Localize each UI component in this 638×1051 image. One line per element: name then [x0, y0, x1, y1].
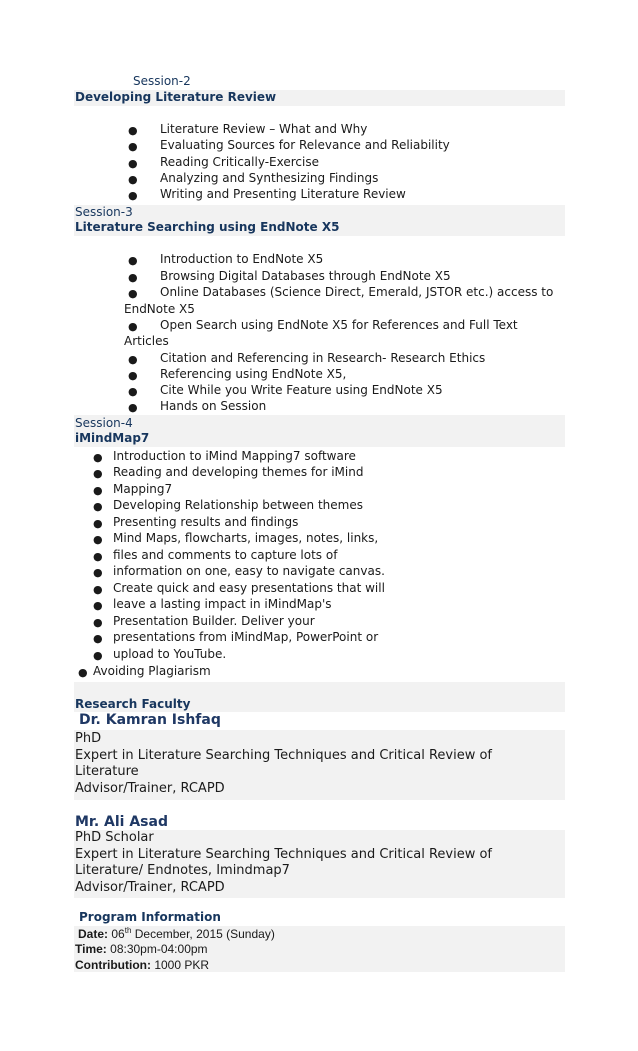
member2-degree: PhD Scholar	[75, 830, 154, 845]
date-day: 06	[111, 927, 125, 941]
bullet-icon: ●	[128, 401, 138, 414]
bullet-icon: ●	[128, 189, 138, 202]
list-item: Citation and Referencing in Research- Research Ethics	[160, 351, 486, 365]
session2-title: Developing Literature Review	[75, 90, 277, 104]
session2-label: Session-2	[133, 74, 191, 88]
list-item: Browsing Digital Databases through EndNote X5	[160, 269, 451, 283]
session3-label: Session-3	[75, 205, 133, 219]
bullet-icon: ●	[93, 616, 103, 629]
bullet-icon: ●	[93, 451, 103, 464]
list-item: presentations from iMindMap, PowerPoint or	[113, 630, 379, 644]
member1-expertise-line1: Expert in Literature Searching Techniques and Critical Review of	[75, 748, 492, 763]
bullet-icon: ●	[128, 173, 138, 186]
list-item-continuation: Articles	[124, 334, 169, 348]
date-rest: December, 2015 (Sunday)	[134, 927, 275, 941]
program-heading: Program Information	[79, 910, 221, 924]
time-value: 08:30pm-04:00pm	[110, 942, 208, 956]
session4-title: iMindMap7	[75, 431, 150, 445]
bullet-icon: ●	[128, 369, 138, 382]
list-item: Mapping7	[113, 482, 173, 496]
member2-name: Mr. Ali Asad	[75, 814, 168, 830]
program-time	[75, 942, 208, 956]
member2-expertise-line2: Literature/ Endnotes, Imindmap7	[75, 863, 290, 878]
list-item: Avoiding Plagiarism	[93, 664, 211, 678]
list-item: Presentation Builder. Deliver your	[113, 614, 315, 628]
bullet-icon: ●	[93, 550, 103, 563]
member1-role: Advisor/Trainer, RCAPD	[75, 781, 225, 796]
list-item: Presenting results and findings	[113, 515, 299, 529]
bullet-icon: ●	[93, 649, 103, 662]
member2-expertise-line1: Expert in Literature Searching Techniques and Critical Review of	[75, 847, 492, 862]
bullet-icon: ●	[93, 632, 103, 645]
list-item: Literature Review – What and Why	[160, 122, 368, 136]
bullet-icon: ●	[128, 271, 138, 284]
session3-title: Literature Searching using EndNote X5	[75, 220, 340, 234]
bullet-icon: ●	[93, 484, 103, 497]
list-item: Hands on Session	[160, 399, 267, 413]
member1-expertise-line2: Literature	[75, 764, 139, 779]
list-item: Analyzing and Synthesizing Findings	[160, 171, 379, 185]
bullet-icon: ●	[128, 254, 138, 267]
bullet-icon: ●	[78, 666, 88, 679]
list-item: leave a lasting impact in iMindMap's	[113, 597, 332, 611]
bullet-icon: ●	[128, 124, 138, 137]
bullet-icon: ●	[93, 467, 103, 480]
date-suffix: th	[124, 926, 132, 935]
list-item: Introduction to iMind Mapping7 software	[113, 449, 356, 463]
list-item: Evaluating Sources for Relevance and Reliability	[160, 138, 450, 152]
list-item: Reading and developing themes for iMind	[113, 465, 364, 479]
faculty-heading: Research Faculty	[75, 697, 191, 711]
list-item: Reading Critically-Exercise	[160, 155, 319, 169]
list-item: Cite While you Write Feature using EndNote X5	[160, 383, 443, 397]
bullet-icon: ●	[128, 140, 138, 153]
program-date	[78, 926, 275, 941]
list-item: Referencing using EndNote X5,	[160, 367, 347, 381]
list-item: Developing Relationship between themes	[113, 498, 363, 512]
list-item: Mind Maps, flowcharts, images, notes, links,	[113, 531, 379, 545]
member1-degree: PhD	[75, 731, 102, 746]
bullet-icon: ●	[93, 533, 103, 546]
list-item: files and comments to capture lots of	[113, 548, 338, 562]
date-label: Date:	[78, 927, 109, 941]
list-item: upload to YouTube.	[113, 647, 227, 661]
bullet-icon: ●	[93, 599, 103, 612]
bullet-icon: ●	[128, 320, 138, 333]
bullet-icon: ●	[93, 583, 103, 596]
list-item: Open Search using EndNote X5 for References and Full Text	[160, 318, 518, 332]
list-item: Writing and Presenting Literature Review	[160, 187, 406, 201]
list-item-continuation: EndNote X5	[124, 302, 195, 316]
time-label: Time:	[75, 942, 107, 956]
contribution-value: 1000 PKR	[154, 958, 210, 972]
list-item: Introduction to EndNote X5	[160, 252, 324, 266]
list-item: Online Databases (Science Direct, Emerald, JSTOR etc.) access to	[160, 285, 554, 299]
list-item: Create quick and easy presentations that will	[113, 581, 385, 595]
list-item: information on one, easy to navigate canvas.	[113, 564, 385, 578]
program-contribution	[75, 958, 209, 972]
bullet-icon: ●	[128, 353, 138, 366]
bullet-icon: ●	[128, 287, 138, 300]
contribution-label: Contribution:	[75, 958, 151, 972]
bullet-icon: ●	[93, 500, 103, 513]
bullet-icon: ●	[93, 566, 103, 579]
member2-role: Advisor/Trainer, RCAPD	[75, 880, 225, 895]
shade-session3-label	[74, 205, 565, 220]
bullet-icon: ●	[128, 157, 138, 170]
session4-label: Session-4	[75, 416, 133, 430]
member1-name: Dr. Kamran Ishfaq	[79, 712, 221, 728]
bullet-icon: ●	[93, 517, 103, 530]
bullet-icon: ●	[128, 385, 138, 398]
